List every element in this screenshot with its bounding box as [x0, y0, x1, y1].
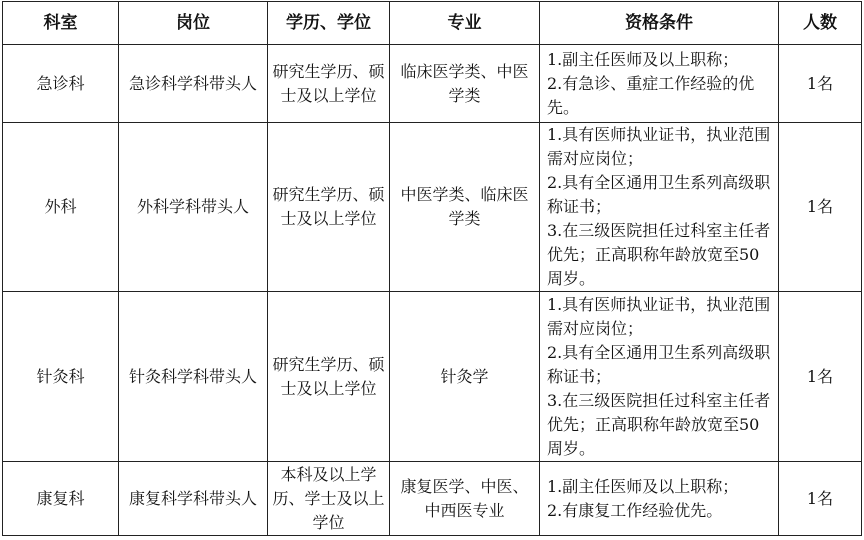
major-cell: 针灸学 — [390, 292, 540, 462]
department-cell: 康复科 — [3, 462, 119, 536]
requirement-line: 1.副主任医师及以上职称； — [547, 49, 739, 69]
requirement-line: 1.具有医师执业证书，执业范围需对应岗位； — [547, 294, 771, 338]
position-cell: 针灸科学科带头人 — [119, 292, 268, 462]
header-education: 学历、学位 — [268, 2, 390, 45]
education-cell: 研究生学历、硕士及以上学位 — [268, 292, 390, 462]
requirements-cell — [540, 292, 779, 462]
education-cell: 研究生学历、硕士及以上学位 — [268, 123, 390, 292]
requirements-cell — [540, 462, 779, 536]
requirement-line: 3.在三级医院担任过科室主任者优先；正高职称年龄放宽至50周岁。 — [547, 390, 771, 458]
count-cell: 1名 — [779, 292, 862, 462]
position-cell: 急诊科学科带头人 — [119, 45, 268, 123]
header-position: 岗位 — [119, 2, 268, 45]
requirements-cell — [540, 45, 779, 123]
header-row — [3, 2, 862, 45]
table-row — [3, 123, 862, 292]
major-cell: 临床医学类、中医学类 — [390, 45, 540, 123]
header-requirements: 资格条件 — [540, 2, 779, 45]
requirement-line: 2.具有全区通用卫生系列高级职称证书； — [547, 342, 771, 386]
department-cell: 针灸科 — [3, 292, 119, 462]
requirement-line: 2.有急诊、重症工作经验的优先。 — [547, 73, 755, 117]
position-cell: 康复科学科带头人 — [119, 462, 268, 536]
education-cell: 本科及以上学历、学士及以上学位 — [268, 462, 390, 536]
requirements-cell — [540, 123, 779, 292]
requirement-line: 2.具有全区通用卫生系列高级职称证书； — [547, 173, 771, 216]
major-cell: 中医学类、临床医学类 — [390, 123, 540, 292]
major-cell: 康复医学、中医、中西医专业 — [390, 462, 540, 536]
requirement-line: 2.有康复工作经验优先。 — [547, 500, 723, 520]
requirement-line: 1.副主任医师及以上职称； — [547, 476, 739, 496]
department-cell: 急诊科 — [3, 45, 119, 123]
table-row — [3, 292, 862, 462]
position-cell: 外科学科带头人 — [119, 123, 268, 292]
department-cell: 外科 — [3, 123, 119, 292]
header-major: 专业 — [390, 2, 540, 45]
requirement-line: 3.在三级医院担任过科室主任者优先；正高职称年龄放宽至50周岁。 — [547, 221, 771, 288]
count-cell: 1名 — [779, 462, 862, 536]
header-count: 人数 — [779, 2, 862, 45]
education-cell: 研究生学历、硕士及以上学位 — [268, 45, 390, 123]
count-cell: 1名 — [779, 45, 862, 123]
count-cell: 1名 — [779, 123, 862, 292]
requirement-line: 1.具有医师执业证书，执业范围需对应岗位； — [547, 125, 771, 168]
table-row — [3, 45, 862, 123]
table-row — [3, 462, 862, 536]
recruitment-table — [2, 1, 862, 536]
header-department: 科室 — [3, 2, 119, 45]
